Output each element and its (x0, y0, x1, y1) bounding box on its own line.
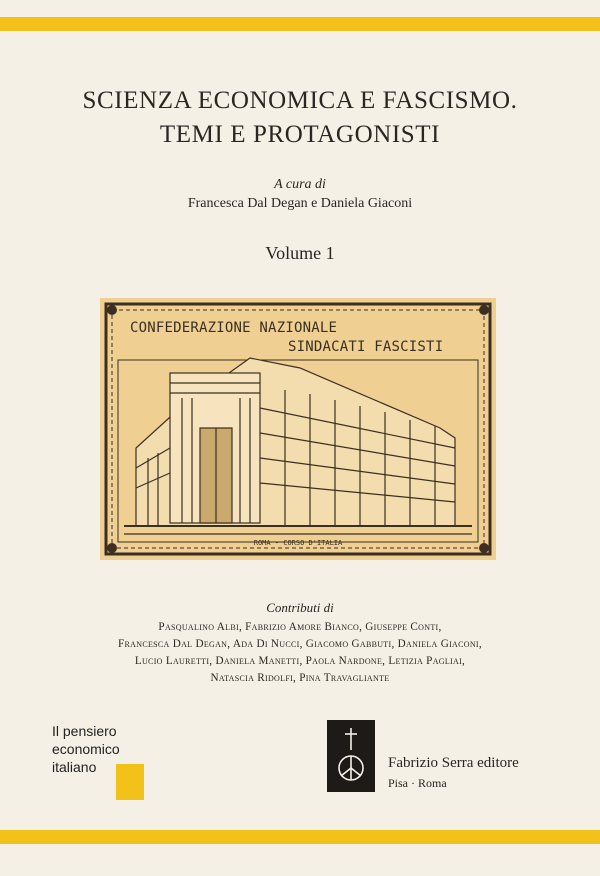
illustration-caption: ROMA - CORSO D'ITALIA (253, 539, 343, 547)
contributors-line: Lucio Lauretti, Daniela Manetti, Paola Nardone, Letizia Pagliai, (134, 655, 466, 667)
contributors-line: Francesca Dal Degan, Ada Di Nucci, Giacomo Gabbuti, Daniela Giaconi, (118, 638, 482, 650)
contributors-line: Natascia Ridolfi, Pina Travagliante (210, 672, 390, 684)
book-title-line-2: TEMI E PROTAGONISTI (159, 121, 441, 148)
series-name (52, 722, 120, 776)
top-yellow-band (0, 17, 600, 31)
bottom-yellow-band (0, 830, 600, 844)
contributors-line: Pasqualino Albi, Fabrizio Amore Bianco, Giuseppe Conti, (158, 621, 442, 633)
cover-illustration (100, 298, 496, 560)
editors-names: Francesca Dal Degan e Daniela Giaconi (187, 196, 413, 211)
series-name-line: economico (52, 741, 120, 757)
publisher-city: Pisa · Roma (388, 776, 447, 790)
contributors-label: Contributi di (266, 600, 334, 615)
illustration-heading-line-1: CONFEDERAZIONE NAZIONALE (130, 320, 338, 336)
editors-label: A cura di (274, 177, 326, 192)
series-name-line: italiano (52, 759, 97, 775)
publisher-logo-icon (327, 720, 375, 792)
series-logo-square (116, 764, 144, 800)
illustration-heading-line-2: SINDACATI FASCISTI (288, 339, 444, 355)
book-title-line-1: SCIENZA ECONOMICA E FASCISMO. (82, 87, 518, 114)
volume-number: Volume 1 (265, 243, 335, 263)
contributors-list (30, 619, 570, 687)
building-illustration (100, 298, 496, 560)
series-name-line: Il pensiero (52, 723, 117, 739)
publisher-name: Fabrizio Serra editore (388, 755, 519, 771)
book-title (0, 84, 600, 152)
